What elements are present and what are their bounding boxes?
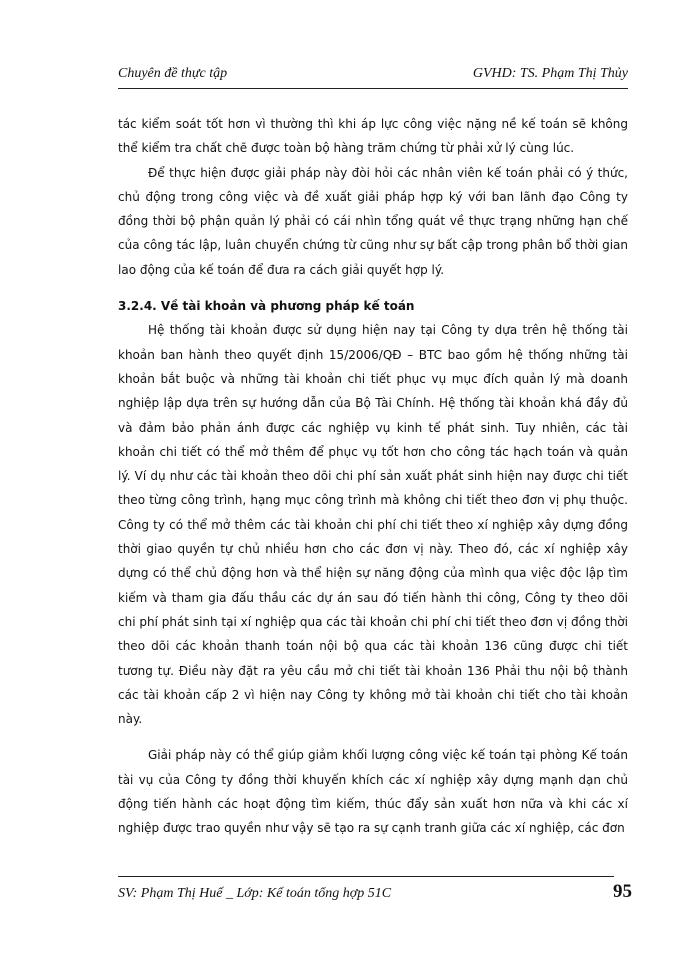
document-body: [118, 112, 628, 841]
header-topic: Chuyên đề thực tập: [118, 66, 228, 81]
header-supervisor: GVHD: TS. Phạm Thị Thủy: [472, 66, 628, 81]
page-header: [118, 66, 628, 84]
paragraph-solution-requirements: Để thực hiện được giải pháp này đòi hỏi các nhân viên kế toán phải có ý thức, chủ động trong công việc và đề xuất giải pháp hợp ký với ban lãnh đạo Công ty đồng thời bộ phận quản lý phải có cái nhìn tổng quát về thực trạng những hạn chế của công tác lập, luân chuyển chứng từ cũng như sự bất cập trong phân bổ thời gian lao động của kế toán để đưa ra cách giải quyết hợp lý.: [118, 165, 628, 277]
section-heading: 3.2.4. Về tài khoản và phương pháp kế toán: [118, 299, 415, 314]
footer-student-info: SV: Phạm Thị Huế _ Lớp: Kế toán tổng hợp 51C: [118, 886, 392, 901]
paragraph-solution-benefits: Giải pháp này có thể giúp giảm khối lượng công việc kế toán tại phòng Kế toán tài vụ của Công ty đồng thời khuyến khích các xí nghiệp xây dựng mạnh dạn chủ động tiến hành các hoạt động tìm kiếm, thúc đẩy sản xuất hơn nữa và khi các xí nghiệp được trao quyền như vậy sẽ tạo ra sự cạnh tranh giữa các xí nghiệp, các đơn: [118, 748, 628, 836]
page-number: 95: [613, 881, 632, 902]
page-footer: [118, 883, 638, 905]
paragraph-continued: tác kiểm soát tốt hơn vì thường thì khi áp lực công việc nặng nề kế toán sẽ không thể kiểm tra chất chẽ được toàn bộ hàng trăm chứng từ phải xử lý cùng lúc.: [118, 117, 628, 156]
paragraph-account-system: Hệ thống tài khoản được sử dụng hiện nay tại Công ty dựa trên hệ thống tài khoản ban hành theo quyết định 15/2006/QĐ – BTC bao gồm hệ thống những tài khoản bắt buộc và những tài khoản chi tiết phục vụ mục đích quản lý mà doanh nghiệp lập dựa trên sự hướng dẫn của Bộ Tài Chính. Hệ thống tài khoản khá đầy đủ và đảm bảo phản ánh được các nghiệp vụ kinh tế phát sinh. Tuy nhiên, các tài khoản chi tiết có thể mở thêm để phục vụ tốt hơn cho công tác hạch toán và quản lý. Ví dụ như các tài khoản theo dõi chi phí sản xuất phát sinh hiện nay được chi tiết theo từng công trình, hạng mục công trình mà không chi tiết theo đơn vị phụ thuộc. Công ty có thể mở thêm các tài khoản chi phí chi tiết theo xí nghiệp xây dựng đồng thời giao quyền tự chủ nhiều hơn cho các đơn vị này. Theo đó, các xí nghiệp xây dựng có thể chủ động hơn và thể hiện sự năng động của mình qua việc độc lập tìm kiếm và tham gia đấu thầu các dự án sau đó tiến hành thi công, Công ty theo dõi chi phí phát sinh tại xí nghiệp qua các tài khoản chi phí chi tiết theo đơn vị đồng thời theo dõi các khoản thanh toán nội bộ qua các tài khoản 136 cũng được chi tiết tương tự. Điều này đặt ra yêu cầu mở chi tiết tài khoản 136 Phải thu nội bộ thành các tài khoản cấp 2 vì hiện nay Công ty không mở tài khoản chi tiết cho tài khoản này.: [118, 323, 628, 727]
header-divider: [118, 88, 628, 89]
footer-divider: [118, 876, 614, 877]
